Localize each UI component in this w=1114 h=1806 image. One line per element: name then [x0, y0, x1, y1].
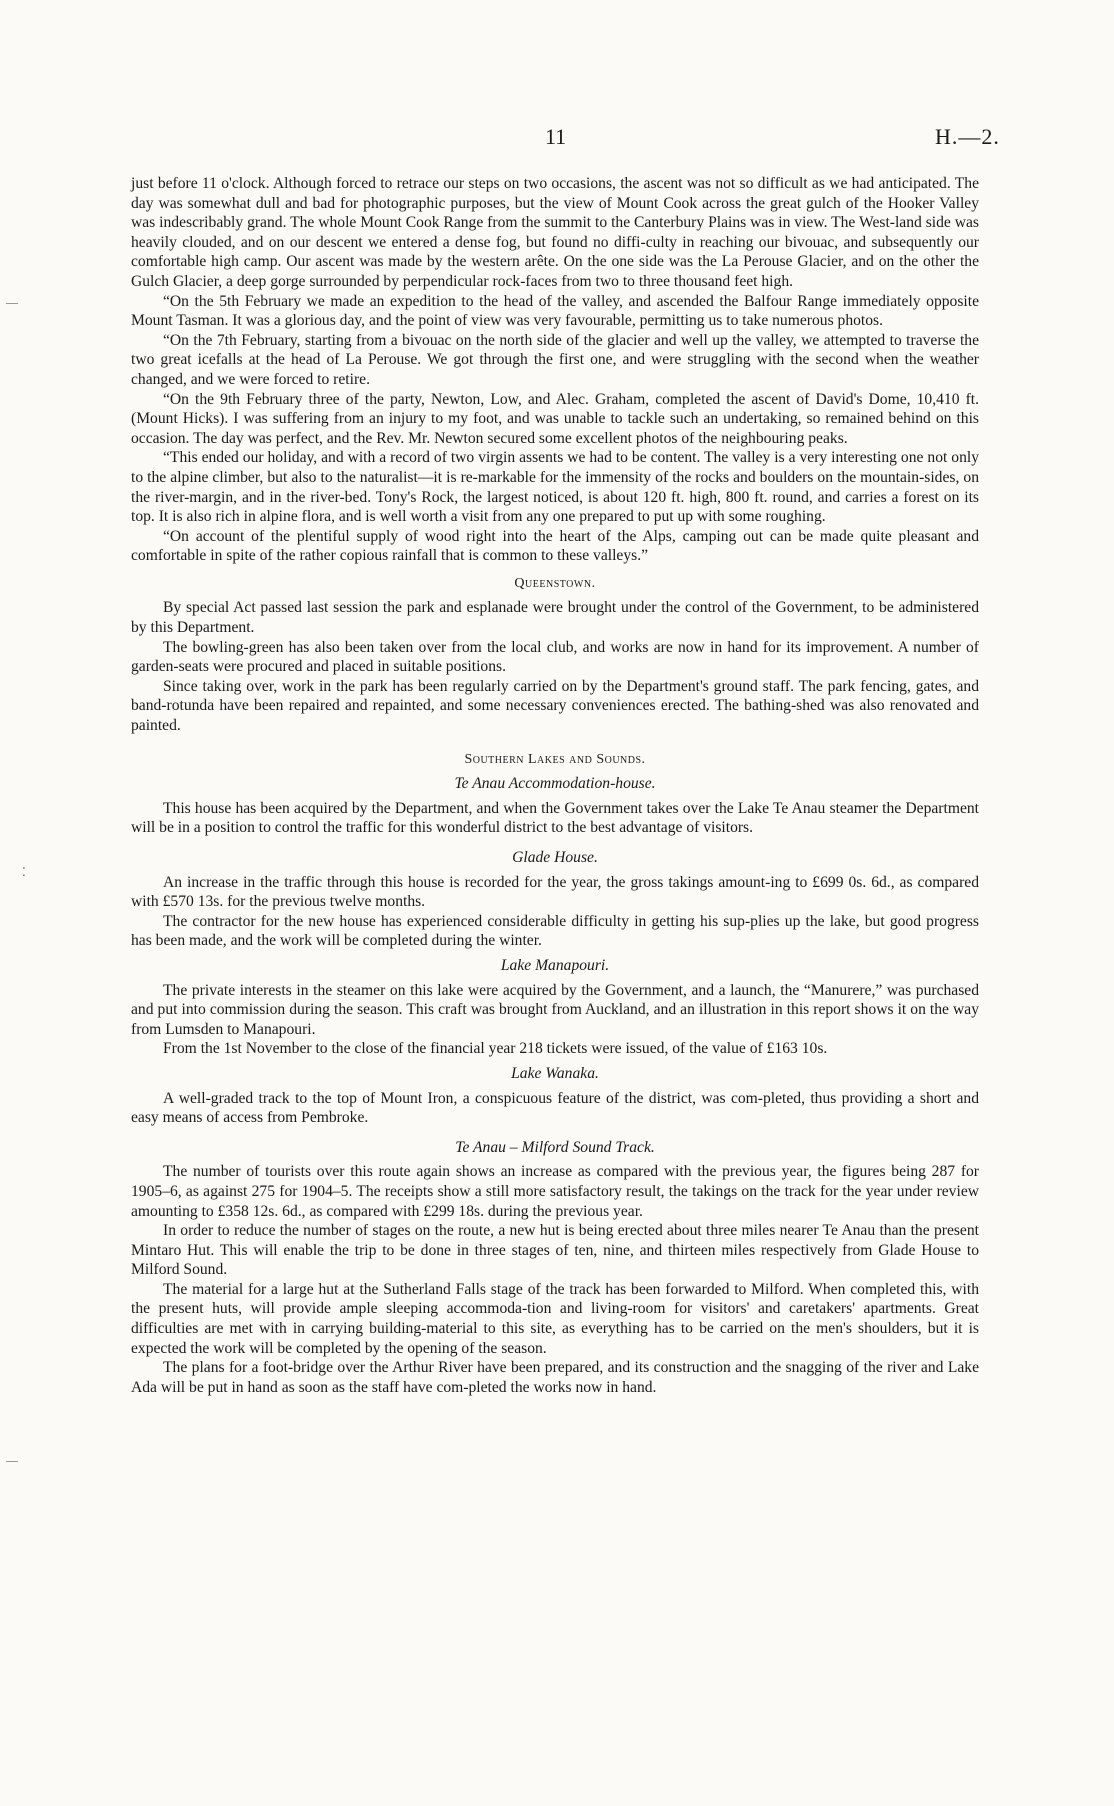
margin-mark: —	[6, 1453, 18, 1467]
paragraph: The contractor for the new house has experienced considerable difficulty in getting his sup-plies up the lake, but good progress has been made, and the work will be completed during the winter.	[131, 912, 979, 950]
paragraph: From the 1st November to the close of the financial year 218 tickets were issued, of the value of £163 10s.	[163, 1040, 828, 1058]
paragraph: “On the 9th February three of the party, Newton, Low, and Alec. Graham, completed the ascent of David's Dome, 10,410 ft. (Mount Hicks). I was suffering from an injury to my foot, and was unable to tackle such an undertaking, so remained behind on this occasion. The day was perfect, and the Rev. Mr. Newton secured some excellent photos of the neighbouring peaks.	[131, 390, 979, 447]
paragraph: “On the 7th February, starting from a bivouac on the north side of the glacier and well up the valley, we attempted to traverse the two great icefalls at the head of La Perouse. We got through the first one, and were struggling with the second when the weather changed, and we were forced to retire.	[131, 331, 979, 388]
paragraph: The bowling-green has also been taken over from the local club, and works are now in hand for its improvement. A number of garden-seats were procured and placed in suitable positions.	[131, 638, 979, 676]
section-heading-southern-lakes: Southern Lakes and Sounds.	[464, 751, 646, 767]
paragraph: just before 11 o'clock. Although forced to retrace our steps on two occasions, the ascent was not so difficult as we had anticipated. The day was somewhat dull and bad for photographic purposes, but the view of Mount Cook across the great gulch of the Hooker Valley was indescribably grand. The whole Mount Cook Range from the summit to the Canterbury Plains was in view. The West-land side was heavily clouded, and on our descent we entered a dense fog, but found no diffi-culty in reaching our bivouac, and subsequently our comfortable high camp. Our ascent was made by the western arête. On the one side was the La Perouse Glacier, and on the other the Gulch Glacier, a deep gorge surrounded by perpendicular rock-faces from two to three thousand feet high.	[131, 175, 979, 290]
paragraph: In order to reduce the number of stages on the route, a new hut is being erected about three miles nearer Te Anau than the present Mintaro Hut. This will enable the trip to be done in three stages of ten, nine, and thirteen miles respectively from Glade House to Milford Sound.	[131, 1222, 979, 1279]
paragraph: “On account of the plentiful supply of wood right into the heart of the Alps, camping out can be made quite pleasant and comfortable in spite of the rather copious rainfall that is common to these valleys.”	[131, 527, 979, 565]
paragraph: A well-graded track to the top of Mount Iron, a conspicuous feature of the district, was com-pleted, thus providing a short and easy means of access from Pembroke.	[131, 1089, 979, 1127]
document-reference: H.—2.	[935, 124, 1000, 149]
page-header	[0, 124, 1114, 148]
page-body	[131, 174, 979, 1397]
page-number: 11	[545, 124, 567, 149]
paragraph: By special Act passed last session the park and esplanade were brought under the control of the Government, to be administered by this Department.	[131, 599, 979, 637]
margin-mark: ⁚	[22, 865, 26, 879]
subheading-lake-wanaka: Lake Wanaka.	[511, 1064, 599, 1082]
subheading-milford-track: Te Anau – Milford Sound Track.	[455, 1138, 655, 1156]
margin-mark: —	[6, 295, 18, 309]
paragraph: The plans for a foot-bridge over the Arthur River have been prepared, and its construction and the snagging of the river and Lake Ada will be put in hand as soon as the staff have com-pleted the works now in hand.	[131, 1359, 979, 1396]
paragraph: An increase in the traffic through this house is recorded for the year, the gross takings amount-ing to £699 0s. 6d., as compared with £570 13s. for the previous twelve months.	[131, 873, 979, 911]
subheading-lake-manapouri: Lake Manapouri.	[500, 956, 610, 974]
section-heading-queenstown: Queenstown.	[514, 575, 596, 591]
subheading-te-anau-house: Te Anau Accommodation-house.	[454, 775, 656, 793]
paragraph: The material for a large hut at the Sutherland Falls stage of the track has been forwarded to Milford. When completed this, with the present huts, will provide ample sleeping accommoda-tion and living-room for visitors' and caretakers' apartments. Great difficulties are met with in carrying building-material to this site, as everything has to be carried on the men's shoulders, but it is expected the work will be completed by the opening of the season.	[131, 1280, 979, 1357]
paragraph: This house has been acquired by the Department, and when the Government takes over the Lake Te Anau steamer the Department will be in a position to control the traffic for this wonderful district to the best advantage of visitors.	[131, 799, 979, 837]
subheading-glade-house: Glade House.	[512, 849, 598, 866]
paragraph: The private interests in the steamer on this lake were acquired by the Government, and a launch, the “Manurere,” was purchased and put into commission during the season. This craft was brought from Auckland, and an illustration in this report shows it on the way from Lumsden to Manapouri.	[131, 981, 979, 1038]
paragraph: The number of tourists over this route again shows an increase as compared with the previous year, the figures being 287 for 1905–6, as against 275 for 1904–5. The receipts show a still more satisfactory result, the takings on the track for the year under review amounting to £358 12s. 6d., as compared with £299 18s. during the previous year.	[131, 1163, 979, 1220]
paragraph: “This ended our holiday, and with a record of two virgin assents we had to be content. The valley is a very interesting one not only to the alpine climber, but also to the naturalist—it is re-markable for the immensity of the rocks and boulders on the mountain-sides, on the river-margin, and in the river-bed. Tony's Rock, the largest noticed, is about 120 ft. high, 800 ft. round, and carries a forest on its top. It is also rich in alpine flora, and is well worth a visit from any one prepared to put up with some roughing.	[131, 449, 979, 526]
paragraph: Since taking over, work in the park has been regularly carried on by the Department's ground staff. The park fencing, gates, and band-rotunda have been repaired and repainted, and some necessary conveniences erected. The bathing-shed was also renovated and painted.	[131, 677, 979, 735]
paragraph: “On the 5th February we made an expedition to the head of the valley, and ascended the Balfour Range immediately opposite Mount Tasman. It was a glorious day, and the point of view was very favourable, permitting us to take numerous photos.	[131, 292, 979, 330]
